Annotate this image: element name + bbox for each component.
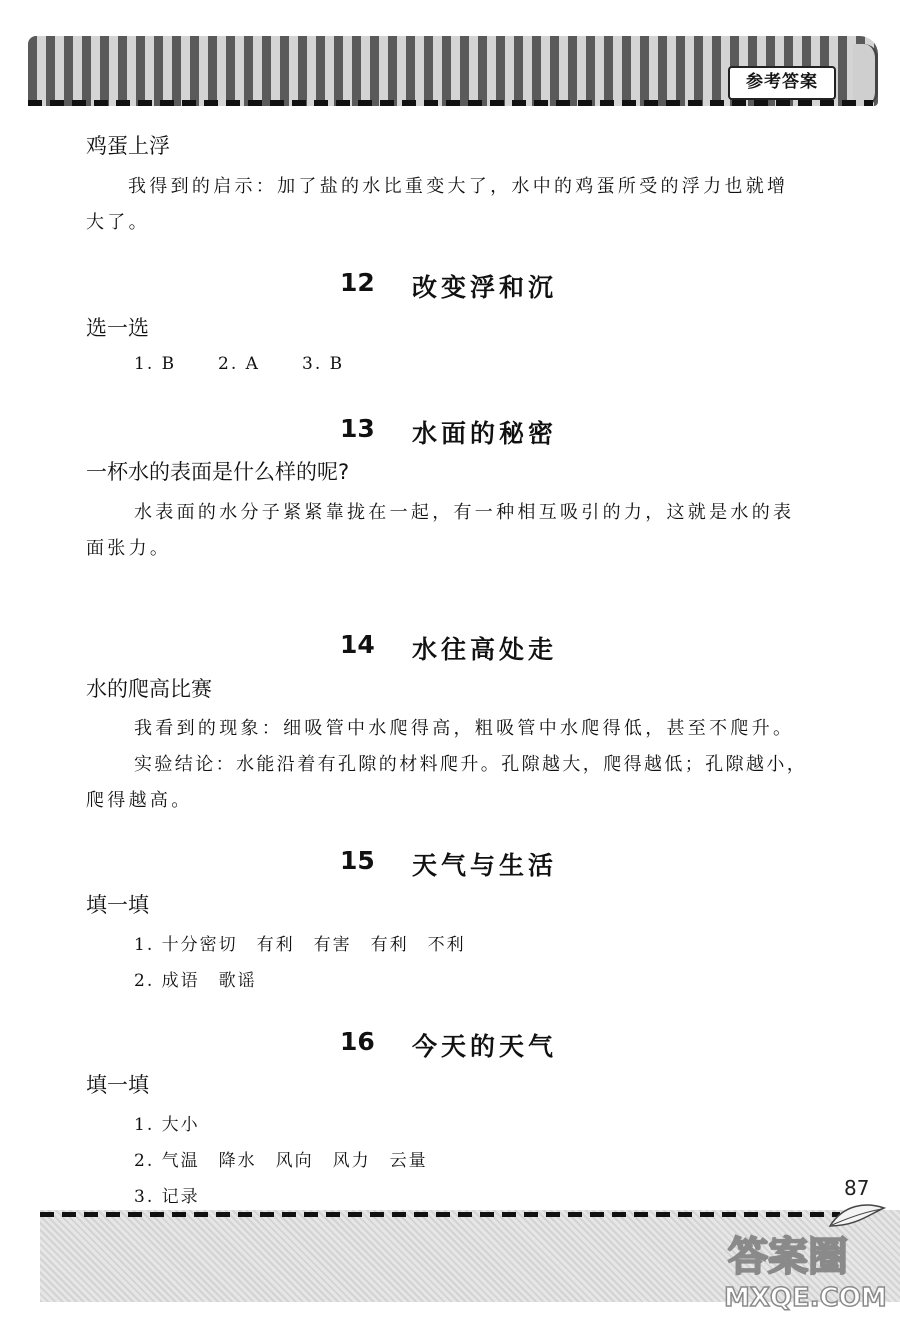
chapter-number-14: 14	[340, 630, 375, 659]
answer-item: 3. B	[302, 354, 345, 374]
chapter-title-15: 天气与生活	[412, 851, 558, 880]
watermark-logo	[722, 1222, 892, 1312]
watermark-url-text: MXQE.COM	[724, 1283, 887, 1312]
chapter-number-12: 12	[340, 268, 375, 297]
chapter-number-15: 15	[340, 846, 375, 875]
fill-item: 2. 气温 降水 风向 风力 云量	[134, 1151, 428, 1171]
footer-dashed-line	[40, 1212, 840, 1217]
answer-item: 2. A	[218, 354, 260, 374]
section-subtitle: 填一填	[86, 893, 149, 917]
fill-item: 1. 大小	[134, 1115, 200, 1135]
fill-item: 2. 成语 歌谣	[134, 971, 257, 991]
section-subtitle: 填一填	[86, 1073, 149, 1097]
body-line: 我得到的启示：加了盐的水比重变大了，水中的鸡蛋所受的浮力也就增	[128, 176, 789, 197]
chapter-title-12: 改变浮和沉	[412, 273, 558, 302]
header-dashed-line	[28, 100, 873, 106]
body-line: 实验结论：水能沿着有孔隙的材料爬升。孔隙越大，爬得越低；孔隙越小，	[134, 754, 808, 775]
body-line: 大了。	[86, 212, 150, 233]
chapter-title-13: 水面的秘密	[412, 419, 558, 448]
chapter-number-13: 13	[340, 414, 375, 443]
fill-item: 1. 十分密切 有利 有害 有利 不利	[134, 935, 466, 955]
section-subtitle: 水的爬高比赛	[86, 677, 212, 701]
answer-item: 1. B	[134, 354, 177, 374]
chapter-number-16: 16	[340, 1027, 375, 1056]
section-subtitle: 一杯水的表面是什么样的呢?	[86, 460, 350, 484]
chapter-title-14: 水往高处走	[412, 635, 558, 664]
watermark-brand-text: 答案圈	[728, 1234, 848, 1280]
page-number: 87	[844, 1176, 870, 1200]
body-line: 面张力。	[86, 538, 172, 559]
section-subtitle: 选一选	[86, 316, 149, 340]
fill-item: 3. 记录	[134, 1187, 200, 1207]
chapter-title-16: 今天的天气	[412, 1032, 558, 1061]
body-line: 我看到的现象：细吸管中水爬得高，粗吸管中水爬得低，甚至不爬升。	[134, 718, 795, 739]
section-subtitle-egg: 鸡蛋上浮	[86, 134, 170, 158]
body-line: 水表面的水分子紧紧靠拢在一起，有一种相互吸引的力，这就是水的表	[134, 502, 795, 523]
body-line: 爬得越高。	[86, 790, 193, 811]
header-page-curl	[853, 44, 878, 106]
header-label: 参考答案	[728, 66, 836, 100]
